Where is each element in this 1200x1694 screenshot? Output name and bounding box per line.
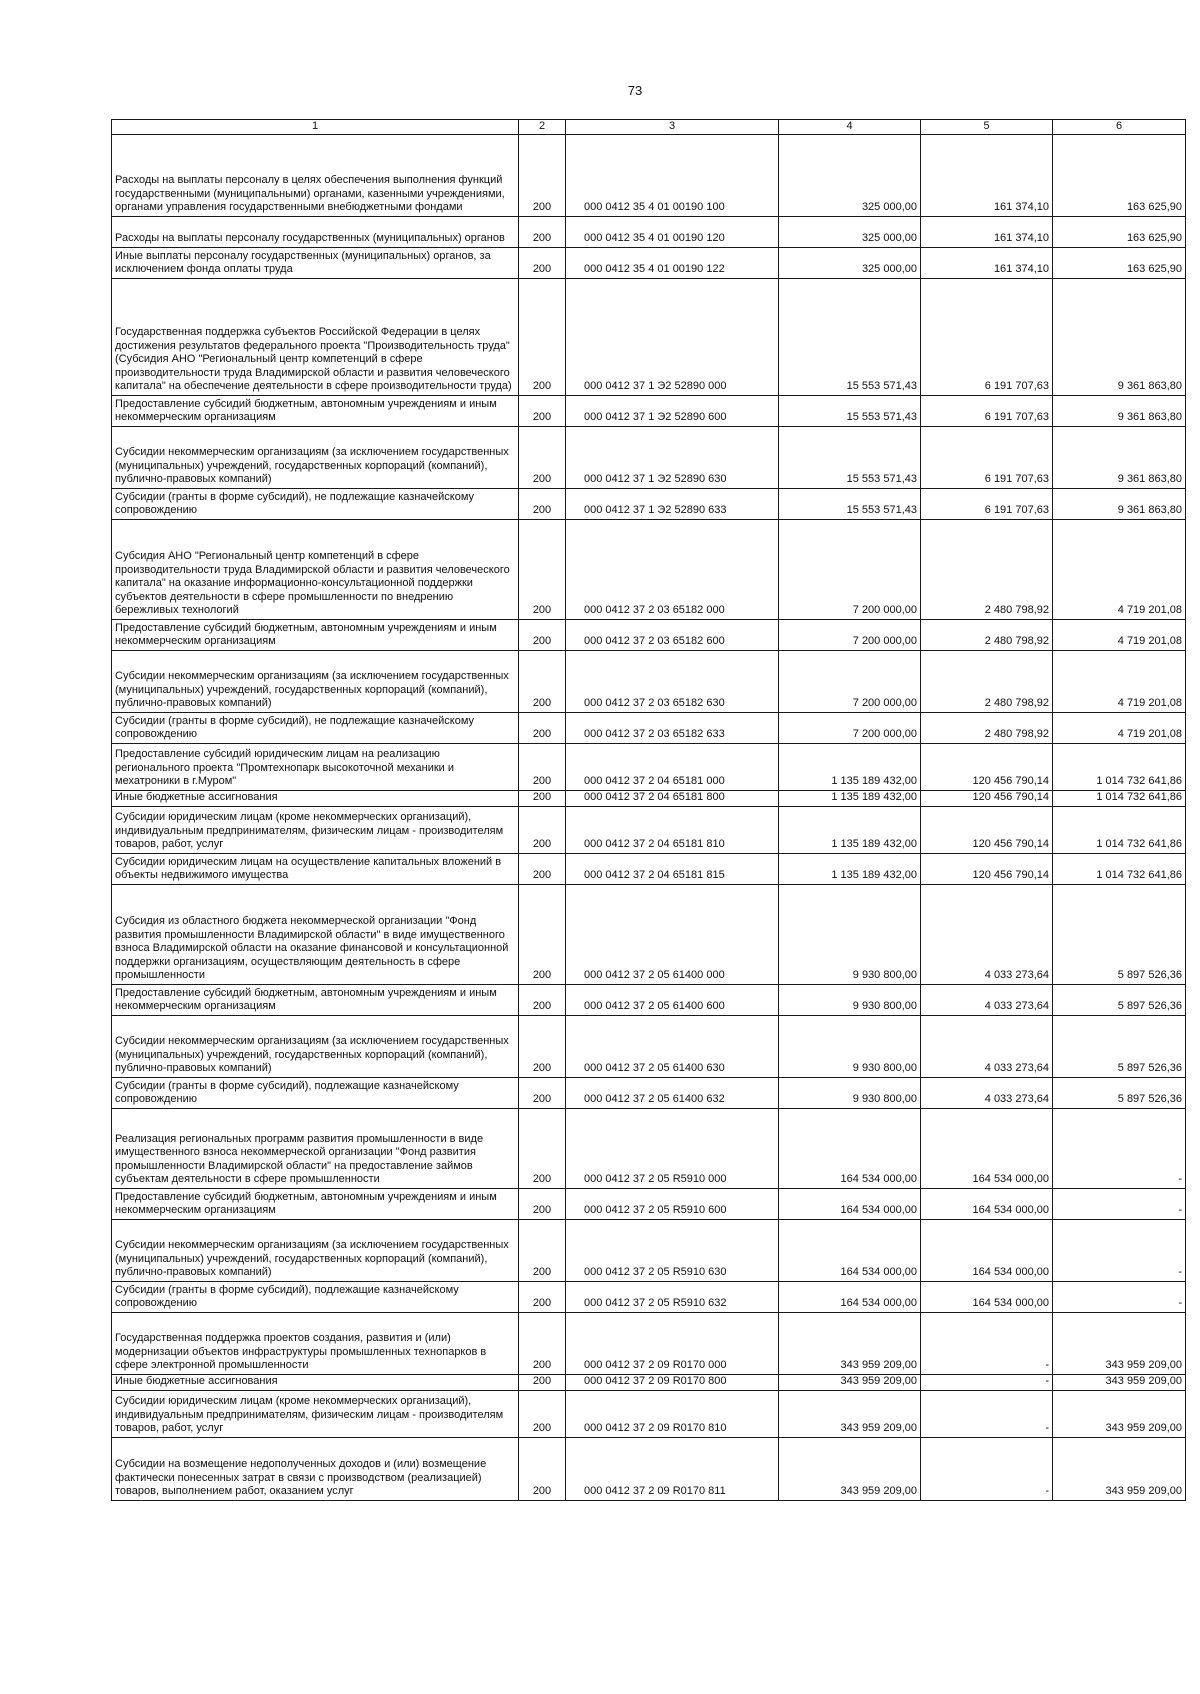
row-description: Субсидии на возмещение недополученных доходов и (или) возмещение фактически понесенных затрат в связи с производством (реализацией) товаров, выполнением работ, оказанием услуг [112,1437,519,1500]
row-line-code: 200 [519,790,566,806]
row-executed-amount: 2 480 798,92 [921,619,1053,650]
row-description: Субсидии некоммерческим организациям (за исключением государственных (муниципальных) учреждений, государственных корпораций (компаний), публично-правовых компаний) [112,1219,519,1281]
row-line-code: 200 [519,134,566,216]
row-executed-amount: 4 033 273,64 [921,1015,1053,1077]
row-unexecuted-amount: - [1053,1188,1186,1219]
row-line-code: 200 [519,743,566,790]
row-executed-amount: 161 374,10 [921,247,1053,278]
row-unexecuted-amount: 343 959 209,00 [1053,1437,1186,1500]
row-budget-classification-code: 000 0412 37 2 03 65182 630 [566,650,779,712]
row-description: Субсидии (гранты в форме субсидий), подлежащие казначейскому сопровождению [112,1281,519,1312]
row-unexecuted-amount: 1 014 732 641,86 [1053,743,1186,790]
row-approved-amount: 9 930 800,00 [779,984,921,1015]
row-budget-classification-code: 000 0412 37 2 05 R5910 630 [566,1219,779,1281]
row-line-code: 200 [519,395,566,426]
row-approved-amount: 325 000,00 [779,216,921,247]
row-executed-amount: - [921,1390,1053,1437]
table-row [112,1108,1186,1188]
table-row [112,806,1186,853]
row-budget-classification-code: 000 0412 37 2 03 65182 600 [566,619,779,650]
row-line-code: 200 [519,650,566,712]
row-budget-classification-code: 000 0412 37 1 Э2 52890 630 [566,426,779,488]
row-unexecuted-amount: 4 719 201,08 [1053,519,1186,619]
row-description: Субсидия из областного бюджета некоммерческой организации "Фонд развития промышленности Владимирской области" в виде имущественного взноса Владимирской области на оказание финансовой и консультационной поддержки организациям, осуществляющим деятельность в сфере промышленности [112,884,519,984]
row-approved-amount: 164 534 000,00 [779,1281,921,1312]
row-description: Субсидии некоммерческим организациям (за исключением государственных (муниципальных) учреждений, государственных корпораций (компаний), публично-правовых компаний) [112,650,519,712]
row-executed-amount: 6 191 707,63 [921,426,1053,488]
row-budget-classification-code: 000 0412 37 2 04 65181 810 [566,806,779,853]
row-description: Иные выплаты персоналу государственных (муниципальных) органов, за исключением фонда оплаты труда [112,247,519,278]
row-approved-amount: 9 930 800,00 [779,884,921,984]
row-executed-amount: 2 480 798,92 [921,712,1053,743]
row-unexecuted-amount: 4 719 201,08 [1053,712,1186,743]
row-line-code: 200 [519,1390,566,1437]
row-approved-amount: 343 959 209,00 [779,1312,921,1374]
row-budget-classification-code: 000 0412 37 1 Э2 52890 000 [566,278,779,395]
table-row [112,790,1186,806]
row-approved-amount: 325 000,00 [779,247,921,278]
row-description: Иные бюджетные ассигнования [112,1374,519,1390]
row-approved-amount: 343 959 209,00 [779,1390,921,1437]
row-unexecuted-amount: 5 897 526,36 [1053,1015,1186,1077]
table-row [112,853,1186,884]
row-line-code: 200 [519,519,566,619]
page-number: 73 [627,83,643,98]
row-unexecuted-amount: 163 625,90 [1053,134,1186,216]
row-description: Субсидия АНО "Региональный центр компетенций в сфере производительности труда Владимирской области и развития человеческого капитала" на оказание информационно-консультационной поддержки субъектов деятельности в сфере промышленности по внедрению бережливых технологий [112,519,519,619]
table-row [112,712,1186,743]
table-row [112,1374,1186,1390]
row-unexecuted-amount: 4 719 201,08 [1053,619,1186,650]
row-executed-amount: 164 534 000,00 [921,1108,1053,1188]
row-budget-classification-code: 000 0412 37 2 03 65182 000 [566,519,779,619]
row-unexecuted-amount: 9 361 863,80 [1053,426,1186,488]
table-row [112,1077,1186,1108]
row-approved-amount: 1 135 189 432,00 [779,853,921,884]
row-approved-amount: 1 135 189 432,00 [779,743,921,790]
row-line-code: 200 [519,278,566,395]
row-executed-amount: 161 374,10 [921,216,1053,247]
row-line-code: 200 [519,1312,566,1374]
row-line-code: 200 [519,853,566,884]
table-row [112,1437,1186,1500]
table-row [112,134,1186,216]
row-unexecuted-amount: 5 897 526,36 [1053,984,1186,1015]
row-budget-classification-code: 000 0412 37 2 03 65182 633 [566,712,779,743]
row-unexecuted-amount: 5 897 526,36 [1053,884,1186,984]
row-line-code: 200 [519,1108,566,1188]
row-executed-amount: - [921,1374,1053,1390]
table-row [112,650,1186,712]
row-approved-amount: 164 534 000,00 [779,1108,921,1188]
column-header: 3 [566,120,779,135]
row-approved-amount: 1 135 189 432,00 [779,790,921,806]
row-unexecuted-amount: 163 625,90 [1053,247,1186,278]
table-row [112,1188,1186,1219]
column-header: 5 [921,120,1053,135]
row-budget-classification-code: 000 0412 37 1 Э2 52890 633 [566,488,779,519]
row-approved-amount: 325 000,00 [779,134,921,216]
row-budget-classification-code: 000 0412 37 2 05 R5910 632 [566,1281,779,1312]
row-unexecuted-amount: 343 959 209,00 [1053,1374,1186,1390]
row-line-code: 200 [519,984,566,1015]
row-approved-amount: 343 959 209,00 [779,1374,921,1390]
table-row [112,426,1186,488]
row-executed-amount: 2 480 798,92 [921,519,1053,619]
row-approved-amount: 7 200 000,00 [779,712,921,743]
row-unexecuted-amount: 163 625,90 [1053,216,1186,247]
row-line-code: 200 [519,1015,566,1077]
row-description: Расходы на выплаты персоналу в целях обеспечения выполнения функций государственными (муниципальными) органами, казенными учреждениями, органами управления государственными внебюджетными фондами [112,134,519,216]
row-executed-amount: 6 191 707,63 [921,395,1053,426]
row-description: Субсидии (гранты в форме субсидий), подлежащие казначейскому сопровождению [112,1077,519,1108]
row-approved-amount: 7 200 000,00 [779,650,921,712]
row-budget-classification-code: 000 0412 37 2 09 R0170 800 [566,1374,779,1390]
row-executed-amount: 4 033 273,64 [921,884,1053,984]
row-approved-amount: 9 930 800,00 [779,1077,921,1108]
column-header: 6 [1053,120,1186,135]
row-description: Государственная поддержка субъектов Российской Федерации в целях достижения результатов федерального проекта "Производительность труда" (Субсидия АНО "Региональный центр компетенций в сфере производительности труда Владимирской области и развития человеческого капитала" на обеспечение деятельности в сфере производительности труда) [112,278,519,395]
row-budget-classification-code: 000 0412 37 2 05 R5910 000 [566,1108,779,1188]
row-approved-amount: 1 135 189 432,00 [779,806,921,853]
row-executed-amount: 120 456 790,14 [921,806,1053,853]
row-approved-amount: 7 200 000,00 [779,619,921,650]
row-description: Субсидии (гранты в форме субсидий), не подлежащие казначейскому сопровождению [112,712,519,743]
row-line-code: 200 [519,247,566,278]
table-row [112,1390,1186,1437]
column-number-header-row [112,120,1186,135]
row-approved-amount: 7 200 000,00 [779,519,921,619]
row-unexecuted-amount: 9 361 863,80 [1053,278,1186,395]
row-line-code: 200 [519,712,566,743]
table-row [112,1281,1186,1312]
row-budget-classification-code: 000 0412 37 2 09 R0170 811 [566,1437,779,1500]
row-budget-classification-code: 000 0412 37 2 04 65181 815 [566,853,779,884]
row-budget-classification-code: 000 0412 35 4 01 00190 100 [566,134,779,216]
row-description: Иные бюджетные ассигнования [112,790,519,806]
row-executed-amount: 120 456 790,14 [921,853,1053,884]
row-budget-classification-code: 000 0412 35 4 01 00190 120 [566,216,779,247]
row-executed-amount: 120 456 790,14 [921,790,1053,806]
row-budget-classification-code: 000 0412 37 2 04 65181 800 [566,790,779,806]
row-budget-classification-code: 000 0412 37 2 05 R5910 600 [566,1188,779,1219]
row-unexecuted-amount: 1 014 732 641,86 [1053,806,1186,853]
row-line-code: 200 [519,426,566,488]
budget-execution-table [111,119,1186,1501]
row-budget-classification-code: 000 0412 37 2 05 61400 630 [566,1015,779,1077]
row-description: Государственная поддержка проектов создания, развития и (или) модернизации объектов инфраструктуры промышленных технопарков в сфере электронной промышленности [112,1312,519,1374]
table-row [112,1015,1186,1077]
row-approved-amount: 343 959 209,00 [779,1437,921,1500]
row-line-code: 200 [519,488,566,519]
row-line-code: 200 [519,884,566,984]
row-description: Предоставление субсидий юридическим лицам на реализацию регионального проекта "Промтехнопарк высокоточной механики и мехатроники в г.Муром" [112,743,519,790]
row-description: Субсидии некоммерческим организациям (за исключением государственных (муниципальных) учреждений, государственных корпораций (компаний), публично-правовых компаний) [112,426,519,488]
table-row [112,216,1186,247]
table-row [112,519,1186,619]
row-approved-amount: 15 553 571,43 [779,395,921,426]
row-budget-classification-code: 000 0412 37 1 Э2 52890 600 [566,395,779,426]
row-line-code: 200 [519,619,566,650]
row-budget-classification-code: 000 0412 35 4 01 00190 122 [566,247,779,278]
row-budget-classification-code: 000 0412 37 2 04 65181 000 [566,743,779,790]
row-description: Субсидии юридическим лицам на осуществление капитальных вложений в объекты недвижимого имущества [112,853,519,884]
row-unexecuted-amount: 1 014 732 641,86 [1053,790,1186,806]
table-row [112,395,1186,426]
row-description: Расходы на выплаты персоналу государственных (муниципальных) органов [112,216,519,247]
row-unexecuted-amount: 343 959 209,00 [1053,1312,1186,1374]
row-unexecuted-amount: 1 014 732 641,86 [1053,853,1186,884]
row-approved-amount: 15 553 571,43 [779,488,921,519]
row-unexecuted-amount: 9 361 863,80 [1053,488,1186,519]
row-executed-amount: 164 534 000,00 [921,1281,1053,1312]
table-row [112,247,1186,278]
row-executed-amount: 120 456 790,14 [921,743,1053,790]
row-unexecuted-amount: 9 361 863,80 [1053,395,1186,426]
row-line-code: 200 [519,1374,566,1390]
row-executed-amount: 164 534 000,00 [921,1219,1053,1281]
row-unexecuted-amount: - [1053,1281,1186,1312]
row-line-code: 200 [519,1281,566,1312]
row-approved-amount: 15 553 571,43 [779,426,921,488]
row-executed-amount: 6 191 707,63 [921,488,1053,519]
row-unexecuted-amount: - [1053,1219,1186,1281]
row-description: Предоставление субсидий бюджетным, автономным учреждениям и иным некоммерческим организациям [112,984,519,1015]
row-line-code: 200 [519,1437,566,1500]
row-budget-classification-code: 000 0412 37 2 05 61400 600 [566,984,779,1015]
row-executed-amount: 6 191 707,63 [921,278,1053,395]
table-row [112,278,1186,395]
row-approved-amount: 15 553 571,43 [779,278,921,395]
row-budget-classification-code: 000 0412 37 2 09 R0170 000 [566,1312,779,1374]
column-header: 1 [112,120,519,135]
row-budget-classification-code: 000 0412 37 2 09 R0170 810 [566,1390,779,1437]
row-unexecuted-amount: 4 719 201,08 [1053,650,1186,712]
row-description: Субсидии (гранты в форме субсидий), не подлежащие казначейскому сопровождению [112,488,519,519]
row-line-code: 200 [519,806,566,853]
row-unexecuted-amount: 5 897 526,36 [1053,1077,1186,1108]
row-description: Реализация региональных программ развития промышленности в виде имущественного взноса некоммерческой организации "Фонд развития промышленности Владимирской области" на предоставление займов субъектам деятельности в сфере промышленности [112,1108,519,1188]
table-row [112,884,1186,984]
table-row [112,1312,1186,1374]
row-description: Субсидии юридическим лицам (кроме некоммерческих организаций), индивидуальным предпринимателям, физическим лицам - производителям товаров, работ, услуг [112,806,519,853]
table-row [112,984,1186,1015]
row-approved-amount: 164 534 000,00 [779,1219,921,1281]
row-executed-amount: - [921,1312,1053,1374]
table-row [112,619,1186,650]
table-row [112,743,1186,790]
row-unexecuted-amount: - [1053,1108,1186,1188]
row-description: Предоставление субсидий бюджетным, автономным учреждениям и иным некоммерческим организациям [112,619,519,650]
row-executed-amount: 4 033 273,64 [921,1077,1053,1108]
row-budget-classification-code: 000 0412 37 2 05 61400 632 [566,1077,779,1108]
row-executed-amount: 164 534 000,00 [921,1188,1053,1219]
row-executed-amount: 4 033 273,64 [921,984,1053,1015]
row-line-code: 200 [519,1077,566,1108]
row-budget-classification-code: 000 0412 37 2 05 61400 000 [566,884,779,984]
row-unexecuted-amount: 343 959 209,00 [1053,1390,1186,1437]
row-executed-amount: 161 374,10 [921,134,1053,216]
row-line-code: 200 [519,216,566,247]
row-approved-amount: 9 930 800,00 [779,1015,921,1077]
row-description: Предоставление субсидий бюджетным, автономным учреждениям и иным некоммерческим организациям [112,395,519,426]
row-line-code: 200 [519,1188,566,1219]
column-header: 4 [779,120,921,135]
row-line-code: 200 [519,1219,566,1281]
row-executed-amount: 2 480 798,92 [921,650,1053,712]
row-approved-amount: 164 534 000,00 [779,1188,921,1219]
row-description: Субсидии юридическим лицам (кроме некоммерческих организаций), индивидуальным предпринимателям, физическим лицам - производителям товаров, работ, услуг [112,1390,519,1437]
column-header: 2 [519,120,566,135]
row-executed-amount: - [921,1437,1053,1500]
row-description: Предоставление субсидий бюджетным, автономным учреждениям и иным некоммерческим организациям [112,1188,519,1219]
table-row [112,488,1186,519]
row-description: Субсидии некоммерческим организациям (за исключением государственных (муниципальных) учреждений, государственных корпораций (компаний), публично-правовых компаний) [112,1015,519,1077]
table-row [112,1219,1186,1281]
